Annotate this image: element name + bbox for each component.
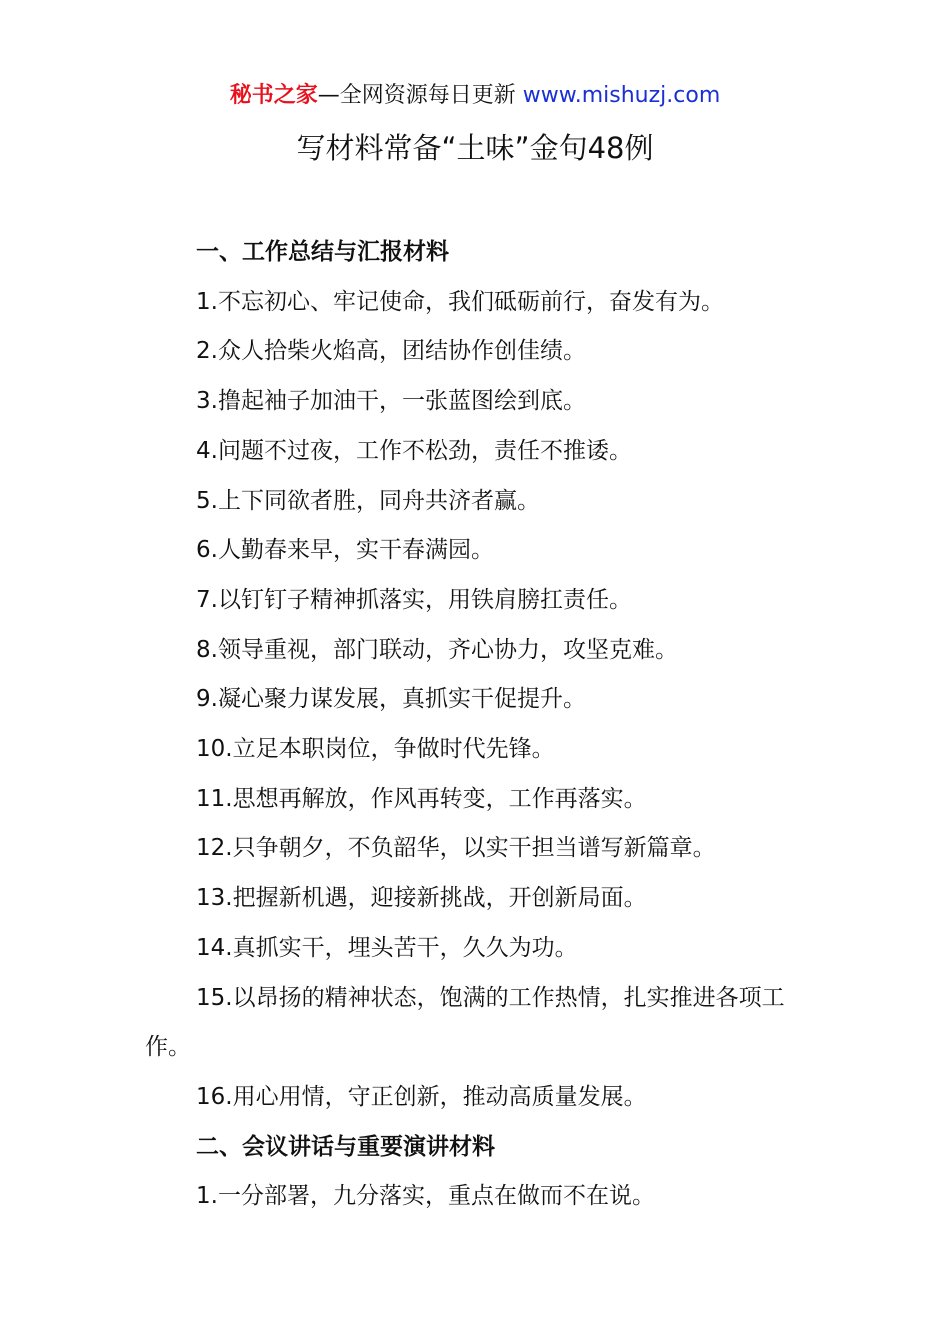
- list-item: 16.用心用情，守正创新，推动高质量发展。: [196, 1083, 647, 1110]
- list-item: 5.上下同欲者胜，同舟共济者赢。: [196, 487, 540, 514]
- section-heading: 二、会议讲话与重要演讲材料: [196, 1133, 495, 1160]
- site-brand: 秘书之家: [229, 83, 318, 108]
- list-item: 9.凝心聚力谋发展，真抓实干促提升。: [196, 686, 586, 713]
- list-item: 6.人勤春来早，实干春满园。: [196, 537, 494, 564]
- list-item: 8.领导重视，部门联动，齐心协力，攻坚克难。: [196, 636, 678, 663]
- document-title: 写材料常备“土味”金句48例: [296, 131, 654, 165]
- list-item: 2.众人拾柴火焰高，团结协作创佳绩。: [196, 338, 586, 365]
- list-item: 11.思想再解放，作风再转变，工作再落实。: [196, 785, 647, 812]
- list-item: 7.以钉钉子精神抓落实，用铁肩膀扛责任。: [196, 586, 632, 613]
- site-header: [0, 80, 950, 112]
- list-item: 12.只争朝夕，不负韶华，以实干担当谱写新篇章。: [196, 835, 716, 862]
- list-item: 13.把握新机遇，迎接新挑战，开创新局面。: [196, 885, 647, 912]
- list-item: 15.以昂扬的精神状态，饱满的工作热情，扎实推进各项工作。: [145, 984, 785, 1061]
- list-item: 3.撸起袖子加油干，一张蓝图绘到底。: [196, 388, 586, 415]
- list-item: 4.问题不过夜，工作不松劲，责任不推诿。: [196, 437, 632, 464]
- list-item: 1.不忘初心、牢记使命，我们砥砺前行，奋发有为。: [196, 288, 724, 315]
- list-item: 14.真抓实干，埋头苦干，久久为功。: [196, 934, 578, 961]
- list-item: 1.一分部署，九分落实，重点在做而不在说。: [196, 1183, 655, 1210]
- section-heading: 一、工作总结与汇报材料: [196, 239, 449, 265]
- document-body: [145, 228, 815, 1222]
- list-item: 10.立足本职岗位，争做时代先锋。: [196, 736, 555, 763]
- site-tagline: —全网资源每日更新: [317, 83, 523, 108]
- site-url-link[interactable]: www.mishuzj.com: [522, 83, 721, 108]
